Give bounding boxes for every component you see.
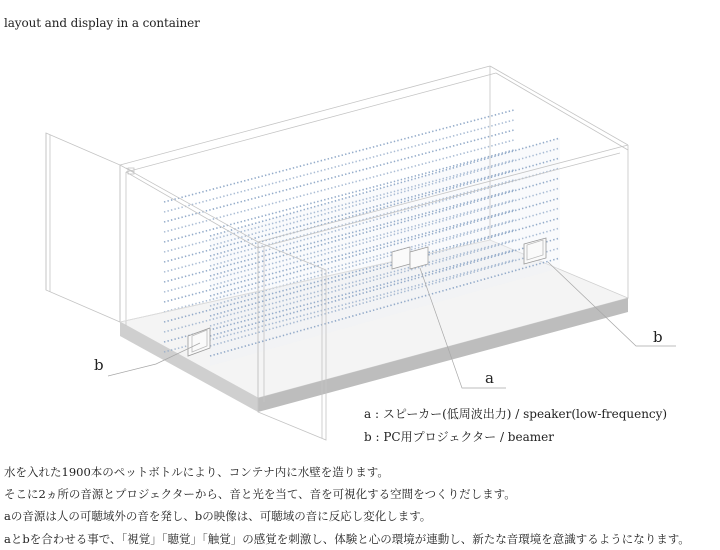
description-line: 水を入れた1900本のペットボトルにより、コンテナ内に水壁を造ります。 (4, 465, 389, 479)
legend-beamer: b : PC用プロジェクター / beamer (364, 430, 554, 444)
description-line: aの音源は人の可聴域外の音を発し、bの映像は、可聴域の音に反応し変化します。 (4, 509, 432, 524)
callout-a: a (485, 369, 494, 387)
callout-b-left: b (94, 356, 104, 374)
description (4, 461, 716, 550)
speaker-a (392, 247, 428, 269)
callout-b-right: b (653, 328, 663, 346)
legend-speaker: a : スピーカー(低周波出力) / speaker(low-frequency) (364, 407, 668, 421)
description-line: そこに2ヵ所の音源とプロジェクターから、音と光を当て、音を可視化する空間をつくりだします。 (4, 487, 516, 502)
diagram-title: layout and display in a container (4, 16, 200, 30)
description-line: aとbを合わせる事で、「視覚」「聴覚」「触覚」の感覚を刺激し、体験と心の環境が連動し、新たな音環境を意識するようになります。 (4, 531, 690, 546)
